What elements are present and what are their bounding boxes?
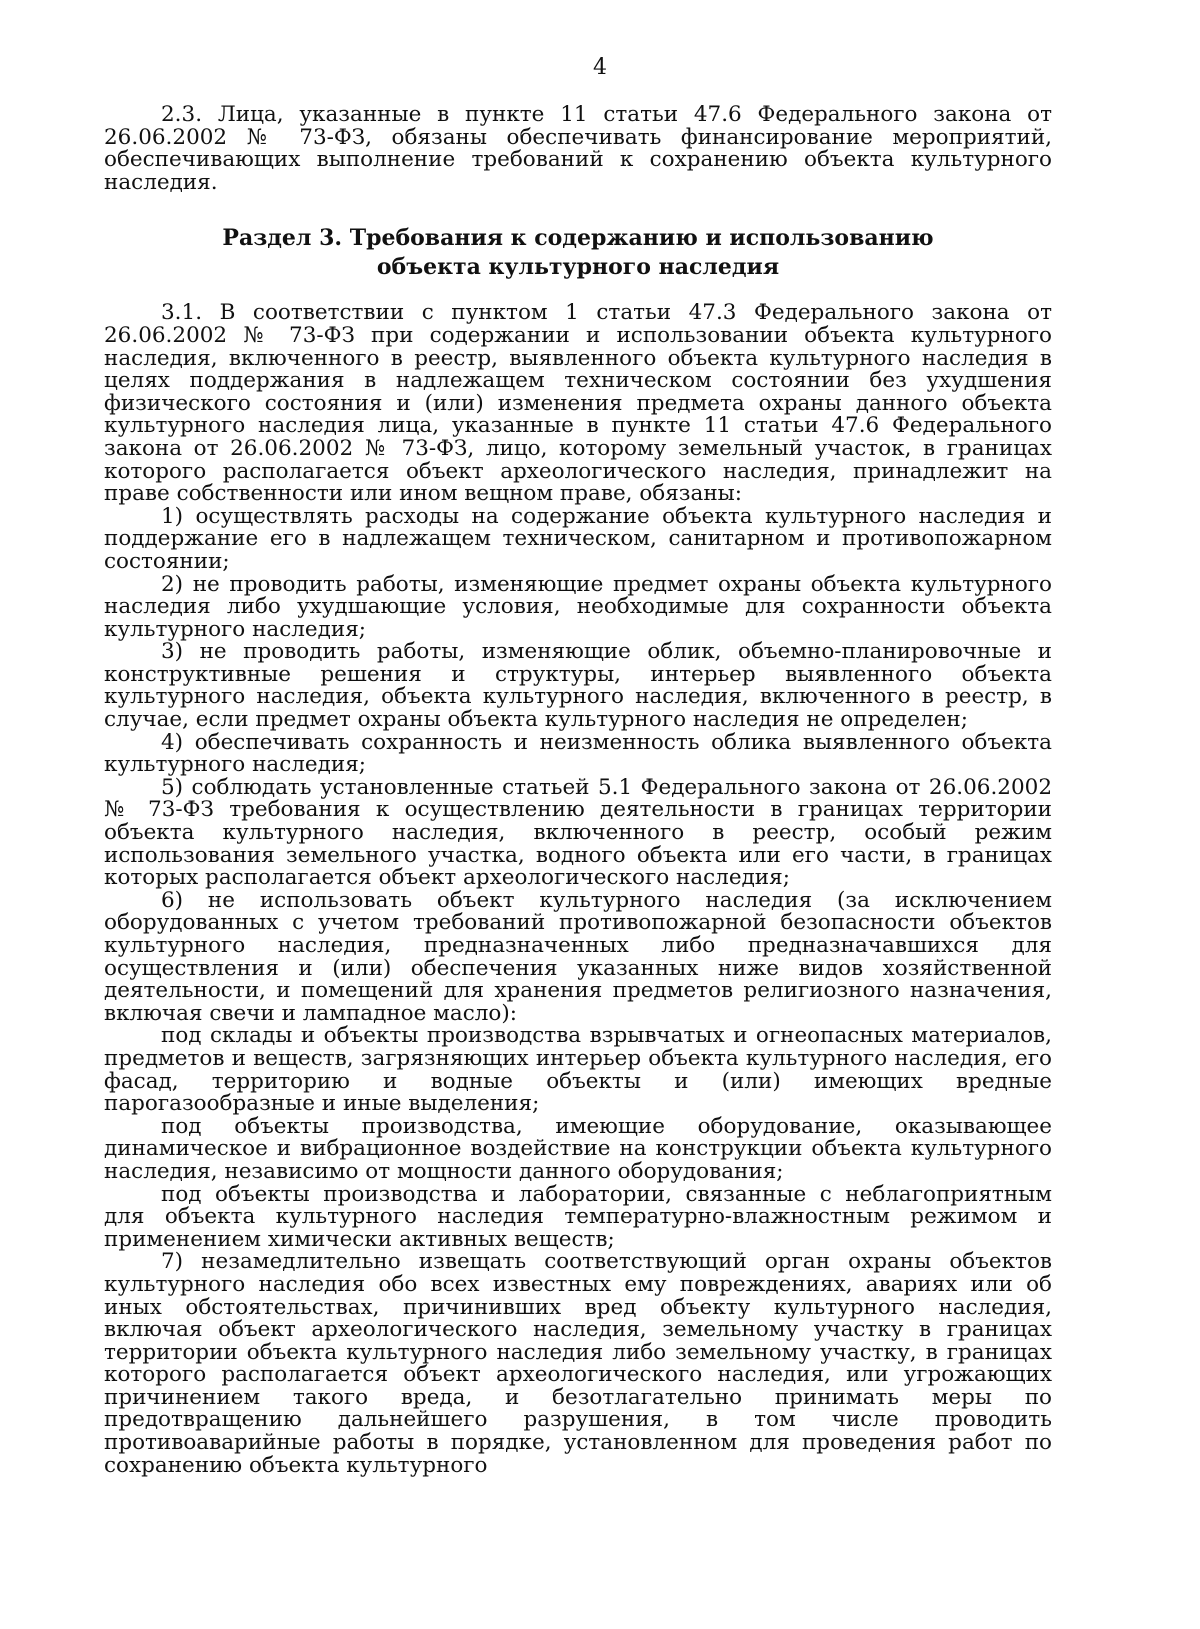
list-item-3: 3) не проводить работы, изменяющие облик, объемно-планировочные и конструктивные решения и структуры, интерьер выявленного объекта культурного наследия, объекта культурного наследия, включенного в реестр, в случае, если предмет охраны объекта культурного наследия не определен; — [104, 639, 1052, 733]
page-number: 4 — [593, 55, 607, 80]
list-item-7: 7) незамедлительно извещать соответствующий орган охраны объектов культурного наследия обо всех известных ему повреждениях, авариях или об иных обстоятельствах, причинивших вред объекту культурного наследия, включая объект археологического наследия, земельному участку в границах территории объекта культурного наследия либо земельному участку, в границах которого располагается объект археологического наследия, или угрожающих причинением такого вреда, и безотлагательно принимать меры по предотвращению дальнейшего разрушения, в том числе проводить противоаварийные работы в порядке, установленном для проведения работ по сохранению объекта культурного — [104, 1249, 1052, 1478]
list-item-6: 6) не использовать объект культурного наследия (за исключением оборудованных с учетом требований противопожарной безопасности объектов культурного наследия, предназначенных либо предназначавшихся для осуществления и (или) обеспечения указанных ниже видов хозяйственной деятельности, и помещений для хранения предметов религиозного назначения, включая свечи и лампадное масло): — [104, 887, 1052, 1026]
list-item-6-sub-3: под объекты производства и лаборатории, связанные с неблагоприятным для объекта культурного наследия температурно-влажностным режимом и применением химически активных веществ; — [104, 1181, 1052, 1252]
paragraph-2-3: 2.3. Лица, указанные в пункте 11 статьи 47.6 Федерального закона от 26.06.2002 № 73-ФЗ, обязаны обеспечивать финансирование мероприятий, обеспечивающих выполнение требований к сохранению объекта культурного наследия. — [104, 102, 1052, 195]
list-item-4: 4) обеспечивать сохранность и неизменность облика выявленного объекта культурного наследия; — [104, 729, 1052, 778]
section-title-line-1: Раздел 3. Требования к содержанию и использованию — [222, 225, 934, 252]
list-item-6-sub-2: под объекты производства, имеющие оборудование, оказывающее динамическое и вибрационное воздействие на конструкции объекта культурного наследия, независимо от мощности данного оборудования; — [104, 1113, 1052, 1184]
list-item-5: 5) соблюдать установленные статьей 5.1 Федерального закона от 26.06.2002 № 73-ФЗ требования к осуществлению деятельности в границах территории объекта культурного наследия, включенного в реестр, особый режим использования земельного участка, водного объекта или его части, в границах которых располагается объект археологического наследия; — [104, 774, 1052, 891]
paragraph-3-1: 3.1. В соответствии с пунктом 1 статьи 47.3 Федерального закона от 26.06.2002 № 73-ФЗ при содержании и использовании объекта культурного наследия, включенного в реестр, выявленного объекта культурного наследия в целях поддержания в надлежащем техническом состоянии без ухудшения физического состояния и (или) изменения предмета охраны данного объекта культурного наследия лица, указанные в пункте 11 статьи 47.6 Федерального закона от 26.06.2002 № 73-ФЗ, лицо, которому земельный участок, в границах которого располагается объект археологического наследия, принадлежит на праве собственности или ином вещном праве, обязаны: — [104, 300, 1052, 507]
section-heading — [104, 224, 1052, 282]
section-title-line-2: объекта культурного наследия — [376, 254, 780, 281]
list-item-6-sub-1: под склады и объекты производства взрывчатых и огнеопасных материалов, предметов и веществ, загрязняющих интерьер объекта культурного наследия, его фасад, территорию и водные объекты и (или) имеющих вредные парогазообразные и иные выделения; — [104, 1023, 1052, 1117]
document-body — [104, 104, 1052, 1477]
list-item-2: 2) не проводить работы, изменяющие предмет охраны объекта культурного наследия либо ухудшающие условия, необходимые для сохранности объекта культурного наследия; — [104, 571, 1052, 642]
list-item-1: 1) осуществлять расходы на содержание объекта культурного наследия и поддержание его в надлежащем техническом, санитарном и противопожарном состоянии; — [104, 503, 1052, 574]
